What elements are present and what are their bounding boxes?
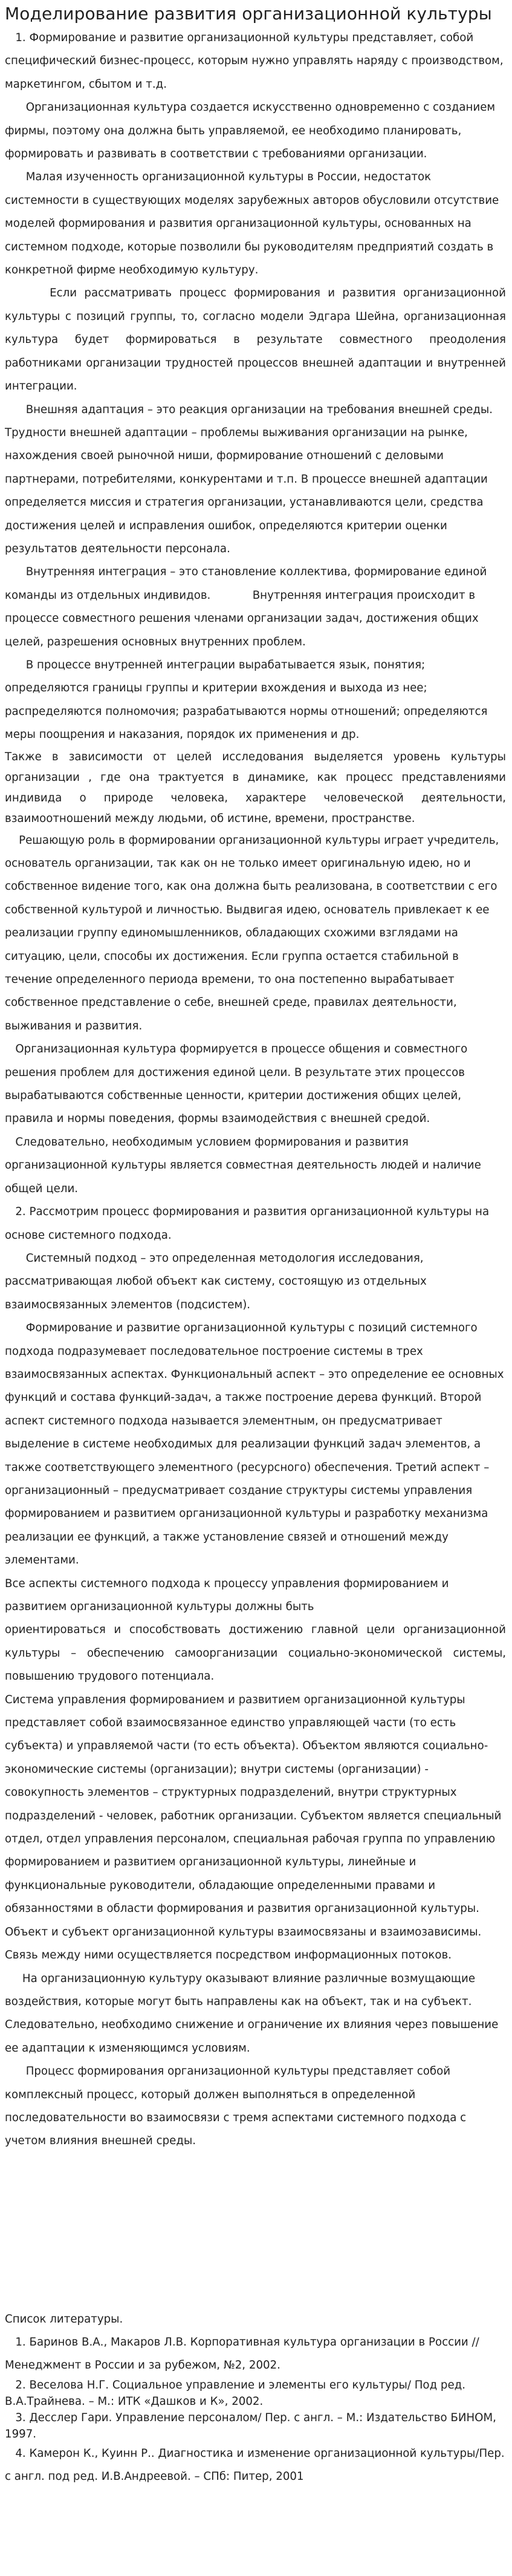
paragraph: Система управления формированием и развитием организационной культуры представляет собой взаимосвязанное единство управляющей части (то есть субъекта) и управляемой части (то есть объекта). Объектом являются социально-экономические системы (организации); внутри системы (организации) - совокупность элементов – структурных подразделений, внутри структурных подразделений - человек, работник организации. Субъектом является специальный отдел, отдел управления персоналом, специальная рабочая группа по управлению формированием и развитием организационной культуры, линейные и функциональные руководители, обладающие определенными правами и обязанностями в области формирования и развития организационной культуры. Объект и субъект организационной культуры взаимосвязаны и взаимозависимы. Связь между ними осуществляется посредством информационных потоков.	[5, 1693, 502, 1962]
paragraph: Внутренняя интеграция – это становление коллектива, формирование единой команды из отдельных индивидов. Внутренняя интеграция происходит в процессе совместного решения членами организации задач, достижения общих целей, разрешения основных внутренних проблем.	[5, 566, 487, 648]
reference-item: 4. Камерон К., Куинн Р.. Диагностика и изменение организационной культуры/Пер. с англ. под ред. И.В.Андреевой. – СПб: Питер, 2001	[5, 2447, 505, 2483]
paragraph: Системный подход – это определенная методология исследования, рассматривающая любой объект как систему, состоящую из отдельных взаимосвязанных элементов (подсистем).	[5, 1251, 427, 1311]
document-page	[0, 4, 512, 2488]
paragraph: В процессе внутренней интеграции вырабатывается язык, понятия; определяются границы группы и критерии вхождения и выхода из нее; распределяются полномочия; разрабатываются нормы отношений; определяются меры поощрения и наказания, порядок их применения и др.	[5, 658, 488, 742]
paragraph: Малая изученность организационной культуры в России, недостаток системности в существующих моделях зарубежных авторов обусловили отсутствие моделей формирования и развития организационной культуры, основанных на системном подходе, которые позволили бы руководителям предприятий создать в конкретной фирме необходимую культуру.	[5, 171, 499, 277]
document-title: Моделирование развития организационной культуры	[5, 4, 492, 24]
blank-space	[5, 2153, 506, 2308]
paragraph: Организационная культура создается искусственно одновременно с созданием фирмы, поэтому она должна быть управляемой, ее необходимо планировать, формировать и развивать в соответствии с требованиями организации.	[5, 101, 496, 161]
paragraph: Следовательно, необходимым условием формирования и развития организационной культуры является совместная деятельность людей и наличие общей цели.	[5, 1135, 481, 1195]
paragraph: Процесс формирования организационной культуры представляет собой комплексный процесс, который должен выполняться в определенной последовательности во взаимосвязи с тремя аспектами системного подхода с учетом влияния внешней среды.	[5, 2065, 467, 2148]
paragraph: На организационную культуру оказывают влияние различные возмущающие воздействия, которые могут быть направлены как на объект, так и на субъект. Следовательно, необходимо снижение и ограничение их влияния через повышение ее адаптации к изменяющимся условиям.	[5, 1972, 499, 2055]
paragraph: 2. Рассмотрим процесс формирования и развития организационной культуры на основе системного подхода.	[5, 1205, 490, 1242]
reference-item: 2. Веселова Н.Г. Социальное управление и элементы его культуры/ Под ред. В.А.Трайнева. – М.: ИТК «Дашков и К», 2002.	[5, 2378, 466, 2408]
references-section	[5, 2308, 506, 2488]
paragraph: Внешняя адаптация – это реакция организации на требования внешней среды. Трудности внешней адаптации – проблемы выживания организации на рынке, нахождения своей рыночной ниши, формирование отношений с деловыми партнерами, потребителями, конкурентами и т.п. В процессе внешней адаптации определяется миссия и стратегия организации, устанавливаются цели, средства достижения целей и исправления ошибок, определяются критерии оценки результатов деятельности персонала.	[5, 403, 493, 555]
paragraph: Все аспекты системного подхода к процессу управления формированием и развитием организационной культуры должны быть	[5, 1577, 449, 1613]
references-title: Список литературы.	[5, 2312, 123, 2326]
reference-item: 1. Баринов В.А., Макаров Л.В. Корпоративная культура организации в России // Менеджмент в России и за рубежом, №2, 2002.	[5, 2335, 479, 2372]
paragraph: Также в зависимости от целей исследования выделяется уровень культуры организации , где она трактуется в динамике, как процесс представлениями индивида о природе человека, характере человеческой деятельности, взаимоотношений между людьми, об истине, времени, пространстве.	[5, 750, 506, 825]
paragraph: Организационная культура формируется в процессе общения и совместного решения проблем для достижения единой цели. В результате этих процессов вырабатываются собственные ценности, критерии достижения общих целей, правила и нормы поведения, формы взаимодействия с внешней средой.	[5, 1043, 468, 1126]
paragraph: Решающую роль в формировании организационной культуры играет учредитель, основатель организации, так как он не только имеет оригинальную идею, но и собственное видение того, как она должна быть реализована, в соответствии с его собственной культурой и личностью. Выдвигая идею, основатель привлекает к ее реализации группу единомышленников, обладающих схожими взглядами на ситуацию, цели, способы их достижения. Если группа остается стабильной в течение определенного периода времени, то она постепенно вырабатывает собственное представление о себе, внешней среде, правилах деятельности, выживания и развития.	[5, 833, 499, 1032]
paragraph: Если рассматривать процесс формирования и развития организационной культуры с позиций группы, то, согласно модели Эдгара Шейна, организационная культура будет формироваться в результате совместного преодоления работниками организации трудностей процессов внешней адаптации и внутренней интеграции.	[5, 287, 506, 393]
paragraph: 1. Формирование и развитие организационной культуры представляет, собой специфический бизнес-процесс, которым нужно управлять наряду с производством, маркетингом, сбытом и т.д.	[5, 31, 504, 91]
paragraph: Формирование и развитие организационной культуры с позиций системного подхода подразумевает последовательное построение системы в трех взаимосвязанных аспектах. Функциональный аспект – это определение ее основных функций и состава функций-задач, а также построение дерева функций. Второй аспект системного подхода называется элементным, он предусматривает выделение в системе необходимых для реализации функций задач элементов, а также соответствующего элементного (ресурсного) обеспечения. Третий аспект – организационный – предусматривает создание структуры системы управления формированием и развитием организационной культуры и разработку механизма реализации ее функций, а также установление связей и отношений между элементами.	[5, 1322, 504, 1567]
paragraph: ориентироваться и способствовать достижению главной цели организационной культуры – обеспечению самоорганизации социально-экономической системы, повышению трудового потенциала.	[5, 1623, 506, 1683]
reference-item: 3. Десслер Гари. Управление персоналом/ Пер. с англ. – М.: Издательство БИНОМ, 1997.	[5, 2411, 496, 2441]
document-body	[5, 27, 506, 2153]
